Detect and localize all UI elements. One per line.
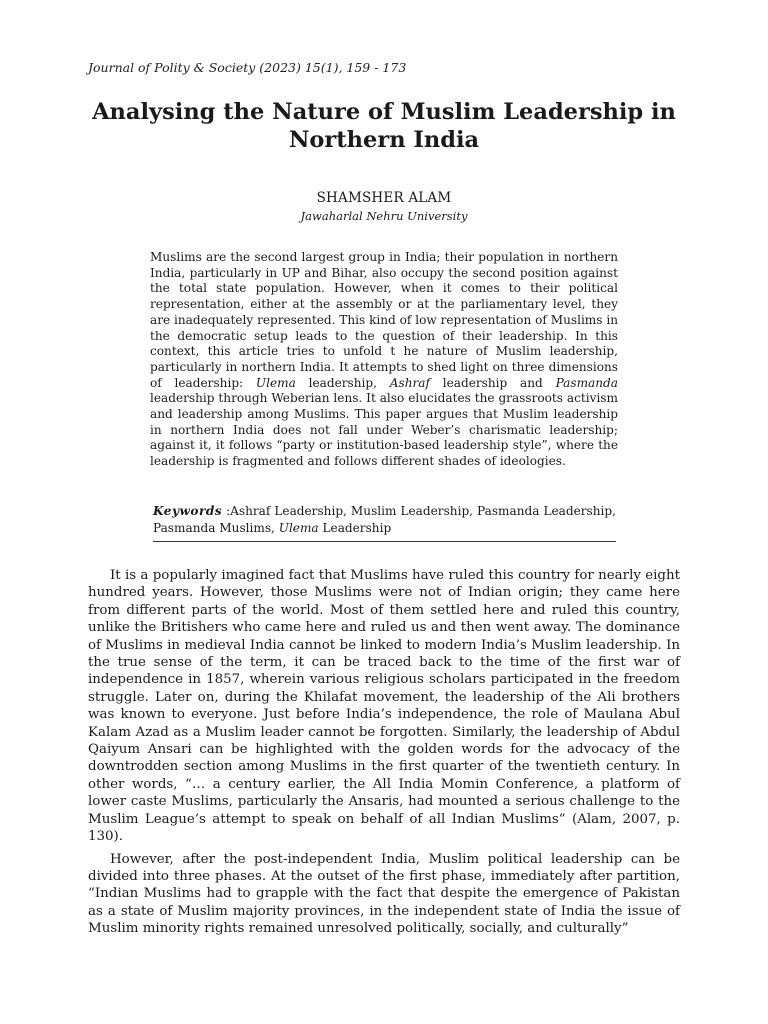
keywords-label: Keywords xyxy=(153,504,223,518)
abstract-emphasis: Pasmanda xyxy=(555,375,619,390)
abstract-emphasis: Ulema xyxy=(255,375,296,390)
abstract-emphasis: Ashraf xyxy=(389,375,430,390)
keywords-emphasis: Ulema xyxy=(278,521,319,535)
keywords-text: Leadership xyxy=(318,521,392,535)
author-affiliation: Jawaharlal Nehru University xyxy=(300,209,468,223)
article-title: Analysing the Nature of Muslim Leadership in Northern India xyxy=(92,99,676,153)
abstract-text: leadership and xyxy=(429,375,556,390)
abstract-text: Muslims are the second largest group in India; their population in northern India, particularly in UP and Bihar, also occupy the second position against the total state population. However, when it comes to their political representation, either at the assembly or at the parliamentary level, they are inadequately represented. This kind of low representation of Muslims in the democratic setup leads to the question of their leadership. In this context, this article tries to unfold t he nature of Muslim leadership, particularly in northern India. It attempts to shed light on three dimensions of leadership: xyxy=(150,250,618,390)
keywords-section xyxy=(153,503,616,542)
body-paragraph: It is a popularly imagined fact that Muslims have ruled this country for nearly eight hundred years. However, those Muslims were not of Indian origin; they came here from different parts of the world. Most of them settled here and ruled this country, unlike the Britishers who came here and ruled us and then went away. The dominance of Muslims in medieval India cannot be linked to modern India’s Muslim leadership. In the true sense of the term, it can be traced back to the time of the first war of independence in 1857, wherein various religious scholars participated in the freedom struggle. Later on, during the Khilafat movement, the leadership of the Ali brothers was known to everyone. Just before India’s independence, the role of Maulana Abul Kalam Azad as a Muslim leader cannot be forgotten. Similarly, the leadership of Abdul Qaiyum Ansari can be highlighted with the golden words for the advocacy of the downtrodden section among Muslims in the first quarter of the twentieth century. In other words, “… a century earlier, the All India Momin Conference, a platform of lower caste Muslims, particularly the Ansaris, had mounted a serious challenge to the Muslim League’s attempt to speak on behalf of all Indian Muslims” (Alam, 2007, p. 130). xyxy=(88,568,680,845)
abstract xyxy=(150,250,618,470)
author-name: SHAMSHER ALAM xyxy=(316,190,452,206)
abstract-text: leadership through Weberian lens. It also elucidates the grassroots activism and leadership among Muslims. This paper argues that Muslim leadership in northern India does not fall under Weber’s charismatic leadership; against it, it follows “party or institution-based leadership style”, where the leadership is fragmented and follows different shades of ideologies. xyxy=(150,391,618,469)
body-paragraph: However, after the post-independent India, Muslim political leadership can be divided into three phases. At the outset of the first phase, immediately after partition, “Indian Muslims had to grapple with the fact that despite the emergence of Pakistan as a state of Muslim majority provinces, in the independent state of India the issue of Muslim minority rights remained unresolved politically, socially, and culturally” xyxy=(88,851,680,937)
journal-citation: Journal of Polity & Society (2023) 15(1), 159 - 173 xyxy=(88,60,407,75)
abstract-text: leadership, xyxy=(295,375,390,390)
body-text xyxy=(88,567,680,943)
keywords-text: :Ashraf Leadership, Muslim Leadership, Pasmanda Leadership, Pasmanda Muslims, xyxy=(153,504,616,535)
